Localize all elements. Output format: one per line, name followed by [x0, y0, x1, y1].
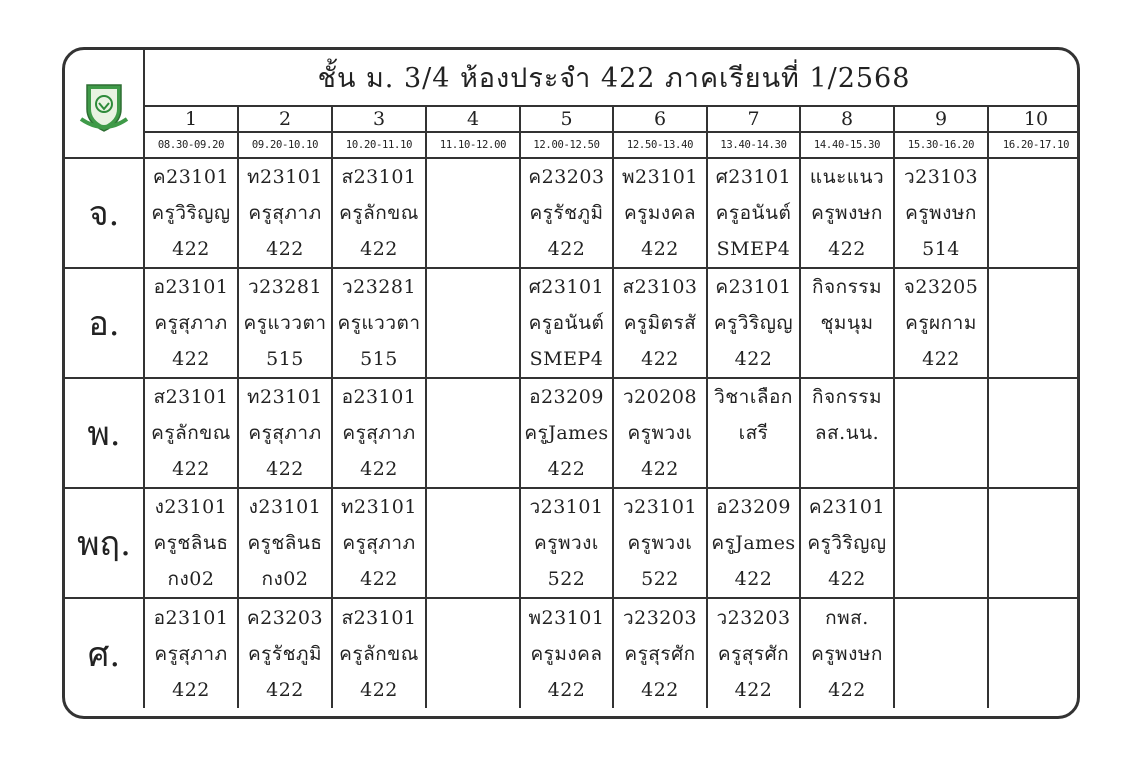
subject-code: อ23209: [716, 496, 791, 518]
class-cell: [988, 158, 1080, 268]
class-cell: [332, 378, 426, 488]
teacher-name: ครูลักขณ: [339, 202, 419, 224]
room: 422: [734, 678, 773, 701]
class-cell: [613, 378, 707, 488]
day-label: พ.: [65, 378, 144, 488]
class-cell: [707, 598, 800, 708]
subject-code: ท23101: [247, 166, 323, 188]
class-cell: [332, 268, 426, 378]
teacher-name: ครูวิริญญ: [713, 312, 794, 334]
teacher-name: [427, 636, 519, 672]
room: [895, 672, 987, 708]
subject-code: จ23205: [903, 276, 979, 298]
room: 422: [641, 348, 679, 370]
teacher-name: ครูพงษก: [811, 202, 883, 224]
period-time: 11.10-12.00: [426, 132, 520, 158]
teacher-name: ครูชลินธ: [247, 532, 323, 554]
teacher-name: ครูพวงเ: [627, 532, 693, 554]
room: SMEP4: [716, 238, 791, 260]
subject-code: [989, 269, 1080, 305]
subject-code: [989, 489, 1080, 525]
class-cell: [707, 268, 800, 378]
room: 422: [922, 348, 960, 370]
class-cell: [238, 598, 332, 708]
teacher-name: [427, 305, 519, 341]
subject-code: ง23101: [248, 496, 322, 518]
subject-code: [989, 379, 1080, 415]
room: 422: [172, 678, 210, 701]
teacher-name: ชุมนุม: [820, 312, 874, 334]
school-logo-icon: [79, 79, 129, 135]
teacher-name: ครูวิริญญ: [807, 532, 887, 554]
teacher-name: ครูพวงเ: [534, 532, 599, 554]
subject-code: ว23281: [247, 276, 323, 298]
room: [427, 672, 519, 708]
teacher-name: ครูแววตา: [243, 312, 327, 334]
teacher-name: [989, 415, 1080, 451]
room: 422: [734, 568, 773, 590]
room: [989, 231, 1080, 267]
class-cell: [988, 598, 1080, 708]
period-time: 13.40-14.30: [707, 132, 800, 158]
class-cell: [426, 488, 520, 598]
room: 422: [734, 348, 773, 370]
teacher-name: ครูวิริญญ: [151, 202, 231, 224]
class-cell: [520, 598, 613, 708]
page-title: ชั้น ม. 3/4 ห้องประจำ 422 ภาคเรียนที่ 1/2568: [144, 50, 1080, 106]
subject-code: ว23101: [529, 496, 604, 518]
room: 422: [266, 238, 304, 260]
class-cell: [613, 158, 707, 268]
period-number: 4: [426, 106, 520, 132]
class-cell: [520, 488, 613, 598]
subject-code: อ23209: [529, 386, 604, 408]
room: 515: [266, 348, 304, 370]
class-cell: [800, 488, 894, 598]
class-cell: [144, 268, 238, 378]
room: 422: [266, 458, 304, 480]
class-cell: [800, 378, 894, 488]
subject-code: ง23101: [154, 496, 228, 518]
subject-code: อ23101: [153, 606, 229, 629]
subject-code: [895, 600, 987, 636]
teacher-name: ครูสุภาภ: [248, 422, 322, 444]
subject-code: ท23101: [341, 496, 417, 518]
teacher-name: ครูลักขณ: [339, 642, 419, 665]
teacher-name: [427, 195, 519, 231]
teacher-name: ครูสุรศัก: [624, 642, 696, 665]
room: 522: [641, 568, 679, 590]
day-label: พฤ.: [65, 488, 144, 598]
room: กง02: [261, 568, 309, 590]
subject-code: กพส.: [825, 606, 869, 629]
room: SMEP4: [529, 348, 604, 370]
teacher-name: [427, 525, 519, 561]
room: 422: [641, 678, 679, 701]
class-cell: [332, 598, 426, 708]
subject-code: [427, 159, 519, 195]
class-cell: [144, 158, 238, 268]
class-cell: [238, 488, 332, 598]
class-cell: [144, 598, 238, 708]
subject-code: แนะแนว: [809, 166, 885, 188]
teacher-name: [895, 636, 987, 672]
subject-code: ศ23101: [715, 166, 792, 188]
day-label: ศ.: [65, 598, 144, 708]
room: 422: [547, 678, 586, 701]
class-cell: [894, 158, 988, 268]
class-cell: [707, 158, 800, 268]
timetable-frame: [62, 47, 1080, 719]
teacher-name: [989, 305, 1080, 341]
subject-code: ส23101: [341, 606, 417, 629]
subject-code: ว20208: [622, 386, 698, 408]
teacher-name: ครูชลินธ: [153, 532, 229, 554]
class-cell: [988, 378, 1080, 488]
room: [801, 341, 893, 377]
day-row: [65, 598, 1080, 708]
subject-code: ว23281: [341, 276, 417, 298]
class-cell: [520, 378, 613, 488]
teacher-name: ครูสุภาภ: [154, 312, 228, 334]
class-cell: [144, 488, 238, 598]
teacher-name: ครูผกาม: [905, 312, 977, 334]
subject-code: ค23101: [152, 166, 230, 188]
timetable: [65, 50, 1080, 708]
period-number: 10: [988, 106, 1080, 132]
class-cell: [238, 378, 332, 488]
room: 422: [828, 568, 866, 590]
class-cell: [332, 158, 426, 268]
period-number: 6: [613, 106, 707, 132]
class-cell: [894, 378, 988, 488]
room: [895, 561, 987, 597]
room: 422: [360, 678, 398, 701]
room: 422: [360, 238, 398, 260]
day-label: อ.: [65, 268, 144, 378]
period-time: 12.00-12.50: [520, 132, 613, 158]
room: [895, 451, 987, 487]
class-cell: [988, 268, 1080, 378]
teacher-name: ครูพงษก: [905, 202, 977, 224]
room: 422: [641, 458, 679, 480]
subject-code: [427, 489, 519, 525]
subject-code: ศ23101: [528, 276, 605, 298]
subject-code: [427, 379, 519, 415]
teacher-name: ครูอนันต์: [528, 312, 605, 334]
logo-cell: [65, 50, 144, 158]
period-number: 2: [238, 106, 332, 132]
subject-code: ว23203: [716, 606, 791, 629]
period-time: 10.20-11.10: [332, 132, 426, 158]
room: 422: [172, 238, 210, 260]
teacher-name: ครูมงคล: [530, 642, 603, 665]
subject-code: ค23203: [528, 166, 605, 188]
day-row: [65, 378, 1080, 488]
period-row: [65, 106, 1080, 132]
teacher-name: [989, 195, 1080, 231]
teacher-name: ครูอนันต์: [715, 202, 792, 224]
subject-code: ส23101: [153, 386, 229, 408]
room: 422: [172, 348, 210, 370]
subject-code: อ23101: [153, 276, 229, 298]
teacher-name: [989, 525, 1080, 561]
room: [427, 561, 519, 597]
period-number: 3: [332, 106, 426, 132]
room: 422: [828, 678, 866, 701]
class-cell: [707, 488, 800, 598]
room: 514: [922, 238, 960, 260]
class-cell: [894, 598, 988, 708]
subject-code: [989, 600, 1080, 636]
room: 515: [360, 348, 398, 370]
teacher-name: ลส.นน.: [814, 422, 880, 444]
period-time: 09.20-10.10: [238, 132, 332, 158]
room: [989, 341, 1080, 377]
period-number: 5: [520, 106, 613, 132]
day-row: [65, 158, 1080, 268]
period-time: 08.30-09.20: [144, 132, 238, 158]
room: 422: [828, 238, 866, 260]
day-label: จ.: [65, 158, 144, 268]
subject-code: ส23101: [341, 166, 417, 188]
period-time: 16.20-17.10: [988, 132, 1080, 158]
teacher-name: ครูสุภาภ: [248, 202, 322, 224]
teacher-name: ครูสุรศัก: [717, 642, 790, 665]
class-cell: [520, 268, 613, 378]
subject-code: [895, 489, 987, 525]
room: [427, 341, 519, 377]
class-cell: [426, 268, 520, 378]
teacher-name: ครูรัชภูมิ: [247, 642, 323, 665]
subject-code: ว23203: [622, 606, 698, 629]
room: 422: [547, 458, 586, 480]
class-cell: [613, 598, 707, 708]
class-cell: [988, 488, 1080, 598]
room: [989, 561, 1080, 597]
subject-code: วิชาเลือก: [714, 386, 793, 408]
teacher-name: [895, 415, 987, 451]
room: 422: [547, 238, 586, 260]
day-row: [65, 268, 1080, 378]
subject-code: [989, 159, 1080, 195]
subject-code: [427, 600, 519, 636]
teacher-name: เสรี: [738, 422, 769, 444]
subject-code: พ23101: [622, 166, 698, 188]
subject-code: ค23203: [246, 606, 324, 629]
period-number: 8: [800, 106, 894, 132]
room: [989, 451, 1080, 487]
room: 422: [172, 458, 210, 480]
teacher-name: ครูสุภาภ: [342, 532, 416, 554]
room: [708, 451, 799, 487]
room: 422: [641, 238, 679, 260]
period-number: 1: [144, 106, 238, 132]
subject-code: ท23101: [247, 386, 323, 408]
class-cell: [800, 598, 894, 708]
subject-code: ส23103: [622, 276, 698, 298]
subject-code: [427, 269, 519, 305]
class-cell: [426, 158, 520, 268]
class-cell: [894, 488, 988, 598]
class-cell: [613, 488, 707, 598]
subject-code: กิจกรรม: [811, 386, 883, 408]
class-cell: [144, 378, 238, 488]
teacher-name: ครูแววตา: [337, 312, 421, 334]
class-cell: [800, 268, 894, 378]
class-cell: [520, 158, 613, 268]
subject-code: ว23103: [903, 166, 979, 188]
room: [801, 451, 893, 487]
period-number: 9: [894, 106, 988, 132]
teacher-name: ครูสุภาภ: [342, 422, 416, 444]
class-cell: [894, 268, 988, 378]
class-cell: [426, 378, 520, 488]
subject-code: ว23101: [622, 496, 698, 518]
teacher-name: ครูพงษก: [811, 642, 883, 665]
room: [989, 672, 1080, 708]
teacher-name: ครูลักขณ: [151, 422, 231, 444]
class-cell: [613, 268, 707, 378]
teacher-name: ครูJames: [524, 422, 609, 444]
period-time: 12.50-13.40: [613, 132, 707, 158]
teacher-name: ครูสุภาภ: [154, 642, 228, 665]
subject-code: [895, 379, 987, 415]
room: [427, 231, 519, 267]
teacher-name: [895, 525, 987, 561]
teacher-name: ครูมงคล: [623, 202, 697, 224]
teacher-name: ครูมิตรสั: [623, 312, 697, 334]
room: 422: [360, 568, 398, 590]
period-time: 14.40-15.30: [800, 132, 894, 158]
room: 522: [547, 568, 586, 590]
subject-code: กิจกรรม: [811, 276, 883, 298]
subject-code: ค23101: [715, 276, 792, 298]
subject-code: พ23101: [528, 606, 605, 629]
period-time: 15.30-16.20: [894, 132, 988, 158]
day-row: [65, 488, 1080, 598]
room: กง02: [167, 568, 215, 590]
subject-code: อ23101: [341, 386, 417, 408]
room: 422: [266, 678, 304, 701]
class-cell: [707, 378, 800, 488]
class-cell: [238, 268, 332, 378]
teacher-name: ครูJames: [711, 532, 796, 554]
class-cell: [426, 598, 520, 708]
class-cell: [332, 488, 426, 598]
teacher-name: [989, 636, 1080, 672]
teacher-name: [427, 415, 519, 451]
room: [427, 451, 519, 487]
time-row: [65, 132, 1080, 158]
room: 422: [360, 458, 398, 480]
subject-code: ค23101: [808, 496, 886, 518]
teacher-name: ครูพวงเ: [627, 422, 693, 444]
class-cell: [238, 158, 332, 268]
teacher-name: ครูรัชภูมิ: [529, 202, 604, 224]
class-cell: [800, 158, 894, 268]
period-number: 7: [707, 106, 800, 132]
